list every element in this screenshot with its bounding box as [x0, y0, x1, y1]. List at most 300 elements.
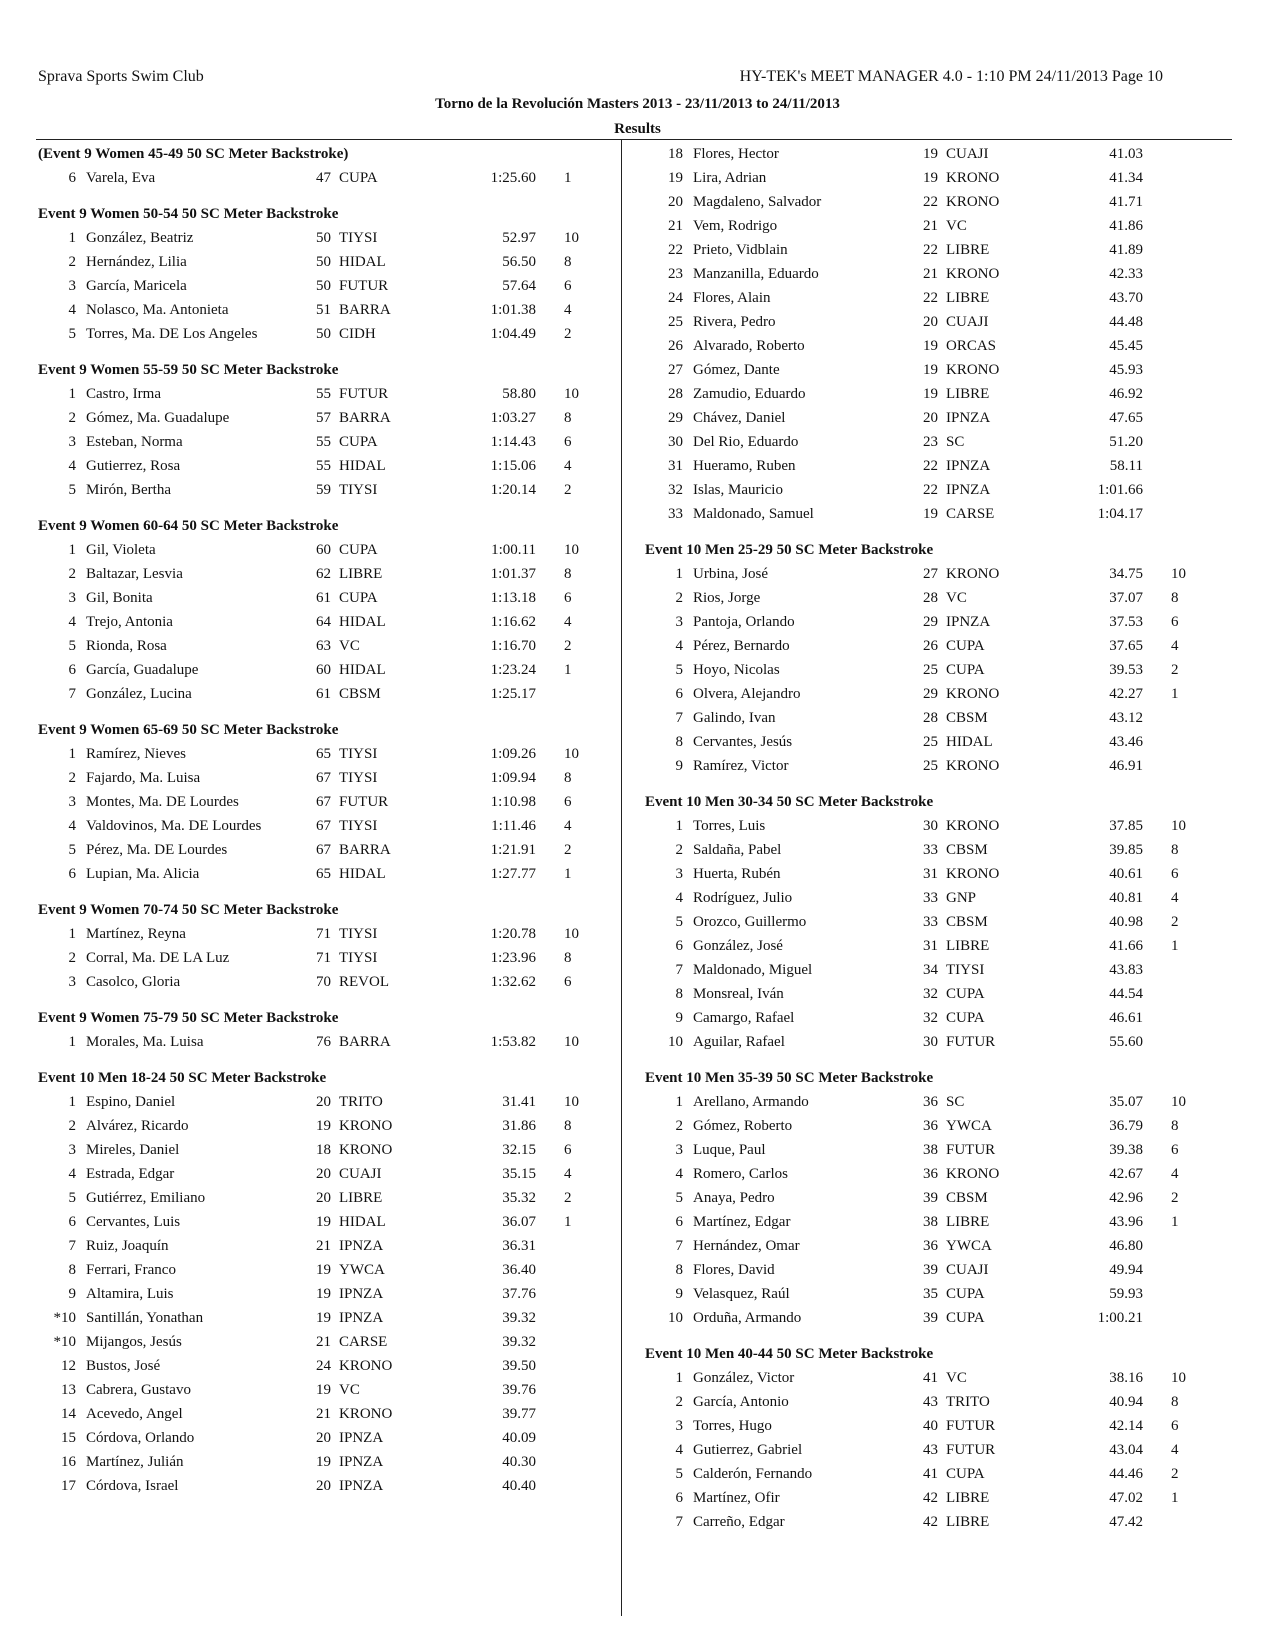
result-row	[645, 1282, 1225, 1306]
result-row	[645, 1234, 1225, 1258]
team-code: CUPA	[946, 1010, 985, 1026]
swimmer-name: Fajardo, Ma. Luisa	[86, 770, 201, 786]
points-cell	[1143, 958, 1211, 982]
team-code: TIYSI	[339, 746, 378, 762]
finals-time: 1:01.37	[490, 566, 536, 582]
place-cell: 27	[668, 362, 683, 378]
age-cell: 22	[923, 458, 938, 474]
place-cell: 3	[68, 434, 76, 450]
place-cell: 24	[668, 290, 683, 306]
age-cell: 55	[316, 386, 331, 402]
points-cell	[536, 1282, 604, 1306]
finals-time: 35.15	[502, 1166, 536, 1182]
result-row	[645, 562, 1225, 586]
swimmer-name: Orduña, Armando	[693, 1310, 802, 1326]
place-cell: 5	[675, 662, 683, 678]
points-cell: 1	[564, 662, 572, 678]
swimmer-name: Martínez, Julián	[86, 1454, 184, 1470]
age-cell: 20	[316, 1094, 331, 1110]
points-cell	[536, 1402, 604, 1426]
swimmer-name: Alvárez, Ricardo	[86, 1118, 189, 1134]
finals-time: 31.86	[502, 1118, 536, 1134]
points-cell: 4	[564, 302, 572, 318]
team-code: CUPA	[946, 986, 985, 1002]
points-cell: 6	[564, 590, 572, 606]
team-code: KRONO	[946, 566, 1000, 582]
place-cell: 3	[68, 590, 76, 606]
place-cell: 33	[668, 506, 683, 522]
points-cell	[1143, 142, 1211, 166]
finals-time: 35.07	[1109, 1094, 1143, 1110]
points-cell: 4	[1171, 1442, 1179, 1458]
event-title: Event 9 Women 75-79 50 SC Meter Backstroke	[38, 1010, 339, 1026]
team-code: YWCA	[946, 1238, 992, 1254]
finals-time: 1:10.98	[490, 794, 536, 810]
place-cell: 9	[68, 1286, 76, 1302]
points-cell	[536, 1306, 604, 1330]
points-cell	[1143, 238, 1211, 262]
team-code: CUPA	[946, 638, 985, 654]
finals-time: 37.53	[1109, 614, 1143, 630]
swimmer-name: Mijangos, Jesús	[86, 1334, 182, 1350]
team-code: LIBRE	[946, 242, 990, 258]
result-row	[645, 382, 1225, 406]
finals-time: 36.31	[502, 1238, 536, 1254]
points-cell	[1143, 1006, 1211, 1030]
team-code: KRONO	[946, 170, 1000, 186]
team-code: LIBRE	[946, 1490, 990, 1506]
team-code: TIYSI	[946, 962, 985, 978]
result-row	[645, 610, 1225, 634]
points-cell	[1143, 166, 1211, 190]
event-block	[645, 790, 1225, 1054]
age-cell: 35	[923, 1286, 938, 1302]
swimmer-name: Galindo, Ivan	[693, 710, 776, 726]
age-cell: 19	[923, 146, 938, 162]
result-row	[38, 274, 618, 298]
swimmer-name: Islas, Mauricio	[693, 482, 783, 498]
finals-time: 41.71	[1109, 194, 1143, 210]
event-block	[38, 142, 618, 190]
result-row	[645, 1162, 1225, 1186]
points-cell	[1143, 262, 1211, 286]
finals-time: 43.70	[1109, 290, 1143, 306]
finals-time: 46.91	[1109, 758, 1143, 774]
finals-time: 49.94	[1109, 1262, 1143, 1278]
age-cell: 71	[316, 926, 331, 942]
finals-time: 1:13.18	[490, 590, 536, 606]
age-cell: 19	[316, 1214, 331, 1230]
points-cell: 1	[564, 170, 572, 186]
finals-time: 57.64	[502, 278, 536, 294]
result-row	[38, 682, 618, 706]
finals-time: 40.09	[502, 1430, 536, 1446]
result-row	[38, 1258, 618, 1282]
swimmer-name: Olvera, Alejandro	[693, 686, 801, 702]
points-cell	[1143, 430, 1211, 454]
finals-time: 1:21.91	[490, 842, 536, 858]
age-cell: 55	[316, 434, 331, 450]
age-cell: 33	[923, 842, 938, 858]
team-code: FUTUR	[339, 794, 389, 810]
place-cell: 5	[68, 638, 76, 654]
age-cell: 67	[316, 842, 331, 858]
place-cell: 8	[675, 1262, 683, 1278]
swimmer-name: Esteban, Norma	[86, 434, 183, 450]
team-code: LIBRE	[339, 1190, 383, 1206]
swimmer-name: Corral, Ma. DE LA Luz	[86, 950, 230, 966]
result-row	[645, 754, 1225, 778]
age-cell: 76	[316, 1034, 331, 1050]
team-code: TIYSI	[339, 770, 378, 786]
place-cell: 2	[675, 842, 683, 858]
result-row	[645, 1366, 1225, 1390]
age-cell: 47	[316, 170, 331, 186]
points-cell: 6	[1171, 866, 1179, 882]
event-title: (Event 9 Women 45-49 50 SC Meter Backstroke)	[38, 146, 349, 162]
team-code: YWCA	[946, 1118, 992, 1134]
finals-time: 46.92	[1109, 386, 1143, 402]
event-block	[38, 1006, 618, 1054]
swimmer-name: Orozco, Guillermo	[693, 914, 807, 930]
swimmer-name: Ruiz, Joaquín	[86, 1238, 169, 1254]
team-code: TIYSI	[339, 926, 378, 942]
age-cell: 23	[923, 434, 938, 450]
team-code: HIDAL	[339, 662, 386, 678]
points-cell: 8	[564, 950, 572, 966]
swimmer-name: Pérez, Ma. DE Lourdes	[86, 842, 228, 858]
finals-time: 1:04.17	[1097, 506, 1143, 522]
finals-time: 1:03.27	[490, 410, 536, 426]
points-cell: 10	[564, 1094, 579, 1110]
age-cell: 55	[316, 458, 331, 474]
left-results-column	[38, 142, 618, 1498]
team-code: KRONO	[946, 194, 1000, 210]
result-row	[645, 1030, 1225, 1054]
team-code: FUTUR	[946, 1442, 996, 1458]
place-cell: 5	[675, 1190, 683, 1206]
place-cell: 4	[68, 818, 76, 834]
team-code: TRITO	[946, 1394, 990, 1410]
swimmer-name: Velasquez, Raúl	[693, 1286, 790, 1302]
team-code: FUTUR	[339, 386, 389, 402]
finals-time: 43.96	[1109, 1214, 1143, 1230]
result-row	[645, 1438, 1225, 1462]
age-cell: 67	[316, 818, 331, 834]
swimmer-name: Mireles, Daniel	[86, 1142, 180, 1158]
finals-time: 1:15.06	[490, 458, 536, 474]
result-row	[38, 322, 618, 346]
swimmer-name: Camargo, Rafael	[693, 1010, 795, 1026]
team-code: TRITO	[339, 1094, 383, 1110]
place-cell: 1	[68, 542, 76, 558]
event-block	[38, 1066, 618, 1498]
column-divider	[621, 139, 622, 1616]
age-cell: 19	[923, 362, 938, 378]
place-cell: 7	[675, 1514, 683, 1530]
result-row	[38, 1474, 618, 1498]
points-cell: 2	[564, 842, 572, 858]
team-code: CBSM	[339, 686, 381, 702]
result-row	[645, 1390, 1225, 1414]
finals-time: 42.67	[1109, 1166, 1143, 1182]
finals-time: 39.32	[502, 1334, 536, 1350]
result-row	[38, 1234, 618, 1258]
age-cell: 25	[923, 758, 938, 774]
age-cell: 19	[316, 1262, 331, 1278]
finals-time: 45.45	[1109, 338, 1143, 354]
age-cell: 19	[923, 170, 938, 186]
points-cell: 10	[564, 542, 579, 558]
points-cell: 2	[1171, 1466, 1179, 1482]
swimmer-name: Casolco, Gloria	[86, 974, 181, 990]
age-cell: 24	[316, 1358, 331, 1374]
header-rule	[36, 139, 1232, 140]
age-cell: 36	[923, 1094, 938, 1110]
points-cell	[536, 1474, 604, 1498]
age-cell: 65	[316, 866, 331, 882]
swimmer-name: González, Victor	[693, 1370, 795, 1386]
swimmer-name: Gutiérrez, Emiliano	[86, 1190, 206, 1206]
result-row	[38, 1426, 618, 1450]
team-code: VC	[946, 218, 967, 234]
points-cell: 1	[564, 866, 572, 882]
result-row	[38, 1330, 618, 1354]
result-row	[38, 1138, 618, 1162]
points-cell: 1	[564, 1214, 572, 1230]
swimmer-name: Montes, Ma. DE Lourdes	[86, 794, 239, 810]
place-cell: 32	[668, 482, 683, 498]
swimmer-name: Martínez, Edgar	[693, 1214, 791, 1230]
points-cell	[1143, 382, 1211, 406]
finals-time: 39.32	[502, 1310, 536, 1326]
event-title: Event 9 Women 50-54 50 SC Meter Backstroke	[38, 206, 339, 222]
swimmer-name: Gutierrez, Rosa	[86, 458, 181, 474]
meet-title: Torno de la Revolución Masters 2013 - 23/11/2013 to 24/11/2013	[435, 96, 840, 112]
place-cell: 4	[675, 890, 683, 906]
age-cell: 19	[923, 386, 938, 402]
age-cell: 43	[923, 1394, 938, 1410]
result-row	[645, 1306, 1225, 1330]
place-cell: 3	[675, 1142, 683, 1158]
finals-time: 1:32.62	[490, 974, 536, 990]
swimmer-name: Pérez, Bernardo	[693, 638, 790, 654]
age-cell: 19	[923, 506, 938, 522]
points-cell	[536, 1426, 604, 1450]
age-cell: 20	[316, 1478, 331, 1494]
finals-time: 43.04	[1109, 1442, 1143, 1458]
finals-time: 37.76	[502, 1286, 536, 1302]
place-cell: 20	[668, 194, 683, 210]
finals-time: 51.20	[1109, 434, 1143, 450]
team-code: VC	[339, 1382, 360, 1398]
result-row	[38, 382, 618, 406]
finals-time: 1:09.94	[490, 770, 536, 786]
event-title: Event 10 Men 30-34 50 SC Meter Backstroke	[645, 794, 934, 810]
swimmer-name: Cabrera, Gustavo	[86, 1382, 191, 1398]
event-block	[38, 514, 618, 706]
team-code: CARSE	[946, 506, 995, 522]
age-cell: 41	[923, 1466, 938, 1482]
place-cell: 28	[668, 386, 683, 402]
team-code: FUTUR	[339, 278, 389, 294]
points-cell: 1	[1171, 686, 1179, 702]
points-cell: 10	[564, 230, 579, 246]
points-cell: 4	[564, 614, 572, 630]
team-code: BARRA	[339, 1034, 391, 1050]
result-row	[645, 682, 1225, 706]
finals-time: 47.42	[1109, 1514, 1143, 1530]
finals-time: 59.93	[1109, 1286, 1143, 1302]
finals-time: 36.40	[502, 1262, 536, 1278]
result-row	[645, 1258, 1225, 1282]
place-cell: 6	[68, 866, 76, 882]
points-cell: 10	[1171, 566, 1186, 582]
swimmer-name: Trejo, Antonia	[86, 614, 173, 630]
place-cell: 1	[675, 818, 683, 834]
age-cell: 29	[923, 686, 938, 702]
points-cell	[1143, 1510, 1211, 1534]
result-row	[645, 262, 1225, 286]
place-cell: 21	[668, 218, 683, 234]
finals-time: 42.96	[1109, 1190, 1143, 1206]
place-cell: 6	[675, 938, 683, 954]
finals-time: 42.14	[1109, 1418, 1143, 1434]
team-code: CUAJI	[946, 1262, 989, 1278]
points-cell	[536, 1330, 604, 1354]
team-code: IPNZA	[946, 458, 991, 474]
result-row	[38, 922, 618, 946]
place-cell: 1	[68, 1094, 76, 1110]
points-cell: 10	[1171, 1094, 1186, 1110]
result-row	[645, 310, 1225, 334]
swimmer-name: Altamira, Luis	[86, 1286, 174, 1302]
team-code: CARSE	[339, 1334, 388, 1350]
finals-time: 45.93	[1109, 362, 1143, 378]
swimmer-name: Flores, Hector	[693, 146, 779, 162]
age-cell: 70	[316, 974, 331, 990]
swimmer-name: Hueramo, Ruben	[693, 458, 796, 474]
age-cell: 61	[316, 590, 331, 606]
place-cell: 3	[675, 866, 683, 882]
age-cell: 19	[316, 1310, 331, 1326]
points-cell	[1143, 1234, 1211, 1258]
team-code: LIBRE	[946, 1214, 990, 1230]
swimmer-name: Hernández, Lilia	[86, 254, 187, 270]
team-code: KRONO	[339, 1142, 393, 1158]
swimmer-name: Rios, Jorge	[693, 590, 761, 606]
points-cell: 4	[1171, 638, 1179, 654]
points-cell: 8	[564, 1118, 572, 1134]
age-cell: 21	[316, 1334, 331, 1350]
age-cell: 40	[923, 1418, 938, 1434]
result-row	[645, 334, 1225, 358]
swimmer-name: Mirón, Bertha	[86, 482, 171, 498]
swimmer-name: Rionda, Rosa	[86, 638, 167, 654]
team-code: VC	[946, 590, 967, 606]
result-row	[645, 1186, 1225, 1210]
swimmer-name: Hoyo, Nicolas	[693, 662, 780, 678]
place-cell: 2	[675, 1118, 683, 1134]
points-cell	[1143, 190, 1211, 214]
finals-time: 1:16.70	[490, 638, 536, 654]
swimmer-name: Rivera, Pedro	[693, 314, 776, 330]
finals-time: 40.98	[1109, 914, 1143, 930]
place-cell: 4	[675, 1442, 683, 1458]
finals-time: 43.83	[1109, 962, 1143, 978]
points-cell: 4	[1171, 1166, 1179, 1182]
team-code: KRONO	[339, 1358, 393, 1374]
finals-time: 44.54	[1109, 986, 1143, 1002]
result-row	[38, 1306, 618, 1330]
swimmer-name: Prieto, Vidblain	[693, 242, 788, 258]
result-row	[38, 838, 618, 862]
finals-time: 56.50	[502, 254, 536, 270]
event-block	[645, 1066, 1225, 1330]
result-row	[645, 358, 1225, 382]
age-cell: 42	[923, 1490, 938, 1506]
place-cell: 2	[68, 1118, 76, 1134]
event-block	[38, 898, 618, 994]
age-cell: 67	[316, 770, 331, 786]
place-cell: *10	[53, 1310, 76, 1326]
points-cell: 8	[564, 770, 572, 786]
finals-time: 58.11	[1109, 458, 1143, 474]
result-row	[645, 1510, 1225, 1534]
swimmer-name: Rodríguez, Julio	[693, 890, 793, 906]
team-code: CUPA	[946, 1286, 985, 1302]
finals-time: 1:23.24	[490, 662, 536, 678]
team-code: IPNZA	[339, 1454, 384, 1470]
result-row	[38, 1186, 618, 1210]
team-code: HIDAL	[339, 254, 386, 270]
finals-time: 41.66	[1109, 938, 1143, 954]
points-cell	[536, 1450, 604, 1474]
team-code: IPNZA	[339, 1430, 384, 1446]
place-cell: 2	[68, 254, 76, 270]
place-cell: 2	[68, 770, 76, 786]
event-block	[38, 358, 618, 502]
team-code: TIYSI	[339, 482, 378, 498]
age-cell: 22	[923, 242, 938, 258]
event-title: Event 10 Men 40-44 50 SC Meter Backstroke	[645, 1346, 934, 1362]
finals-time: 1:04.49	[490, 326, 536, 342]
result-row	[645, 1006, 1225, 1030]
event-block	[38, 718, 618, 886]
result-row	[38, 1090, 618, 1114]
finals-time: 31.41	[502, 1094, 536, 1110]
team-code: FUTUR	[946, 1034, 996, 1050]
team-code: CBSM	[946, 1190, 988, 1206]
event-block	[645, 1342, 1225, 1534]
age-cell: 30	[923, 1034, 938, 1050]
swimmer-name: Flores, David	[693, 1262, 775, 1278]
result-row	[38, 1402, 618, 1426]
team-code: KRONO	[339, 1118, 393, 1134]
points-cell: 10	[564, 746, 579, 762]
points-cell	[536, 1378, 604, 1402]
finals-time: 44.46	[1109, 1466, 1143, 1482]
team-code: HIDAL	[339, 458, 386, 474]
age-cell: 34	[923, 962, 938, 978]
swimmer-name: Vem, Rodrigo	[693, 218, 778, 234]
team-code: KRONO	[946, 686, 1000, 702]
finals-time: 37.07	[1109, 590, 1143, 606]
age-cell: 39	[923, 1190, 938, 1206]
finals-time: 39.85	[1109, 842, 1143, 858]
swimmer-name: Estrada, Edgar	[86, 1166, 175, 1182]
place-cell: 5	[68, 1190, 76, 1206]
